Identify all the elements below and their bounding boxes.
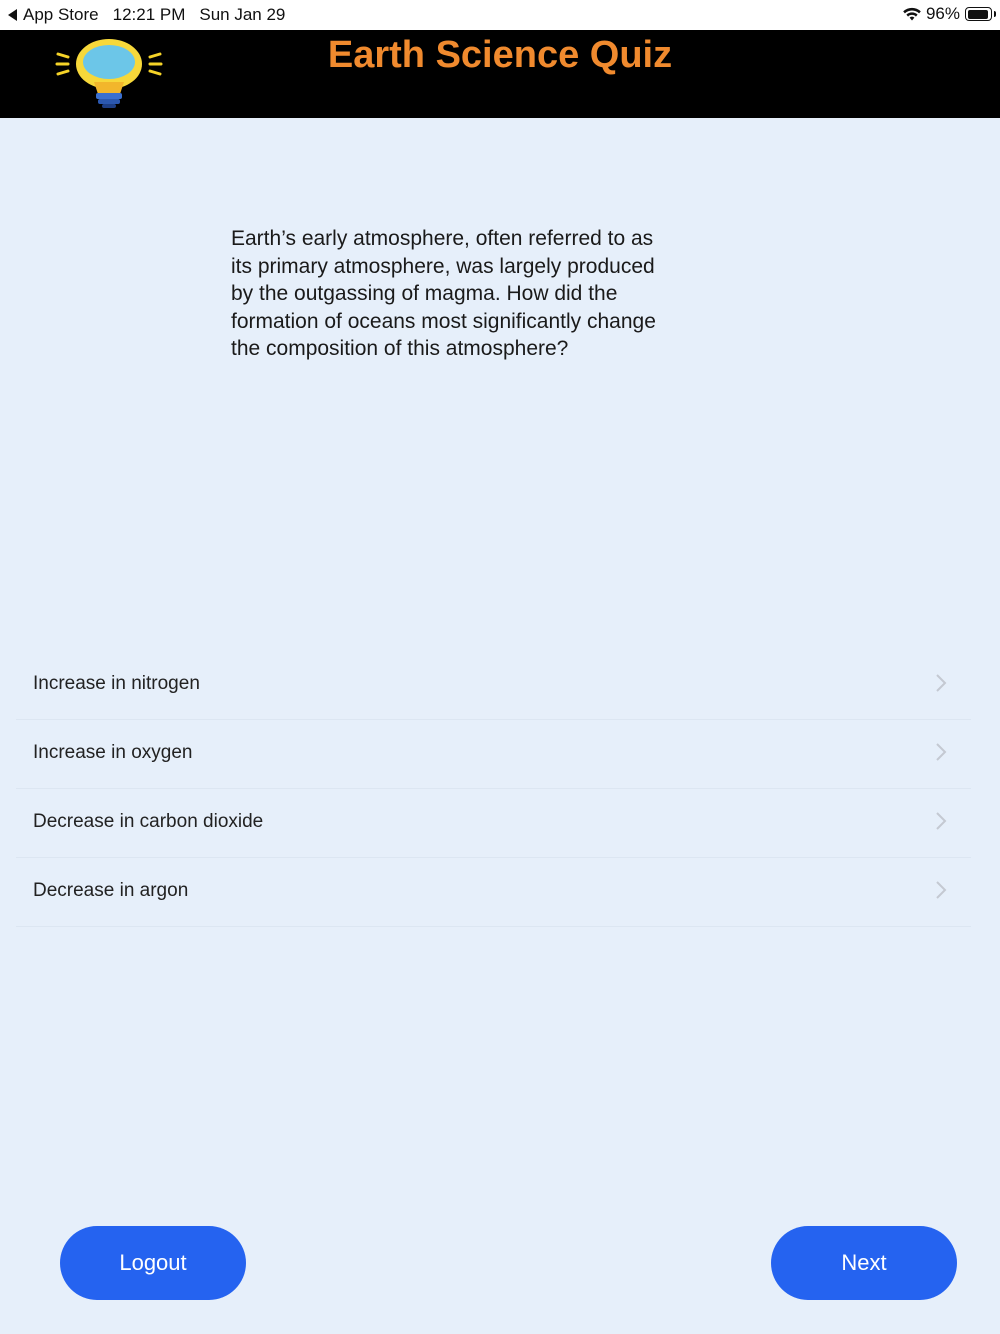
status-bar — [0, 0, 1000, 30]
logout-button[interactable]: Logout — [60, 1226, 246, 1300]
status-left — [8, 5, 285, 25]
battery-cap — [994, 11, 997, 17]
next-button[interactable]: Next — [771, 1226, 957, 1300]
answer-option[interactable] — [16, 858, 971, 927]
question-text: Earth’s early atmosphere, often referred to as its primary atmosphere, was largely produced by the outgassing of magma. How did the formation of oceans most significantly change the composition of this atmosphere? — [231, 227, 656, 360]
answer-list — [16, 651, 971, 927]
chevron-right-icon — [933, 880, 949, 900]
status-right — [902, 4, 992, 24]
answer-option[interactable] — [16, 651, 971, 720]
status-time: 12:21 PM — [112, 5, 186, 24]
chevron-right-icon — [933, 673, 949, 693]
answer-label: Increase in nitrogen — [33, 673, 200, 694]
app-title: Earth Science Quiz — [327, 34, 673, 76]
wifi-icon — [902, 6, 922, 22]
app-header — [0, 30, 1000, 118]
answer-label: Decrease in carbon dioxide — [33, 811, 264, 832]
answer-option[interactable] — [16, 720, 971, 789]
chevron-right-icon — [933, 742, 949, 762]
battery-icon — [965, 7, 992, 21]
answer-label: Increase in oxygen — [33, 742, 193, 763]
chevron-right-icon — [933, 811, 949, 831]
back-arrow-icon[interactable] — [8, 9, 17, 21]
battery-fill — [968, 10, 988, 19]
answer-label: Decrease in argon — [33, 880, 189, 901]
back-to-app-link[interactable]: App Store — [23, 5, 99, 24]
battery-percent: 96% — [925, 4, 960, 23]
answer-option[interactable] — [16, 789, 971, 858]
status-date: Sun Jan 29 — [199, 5, 286, 24]
